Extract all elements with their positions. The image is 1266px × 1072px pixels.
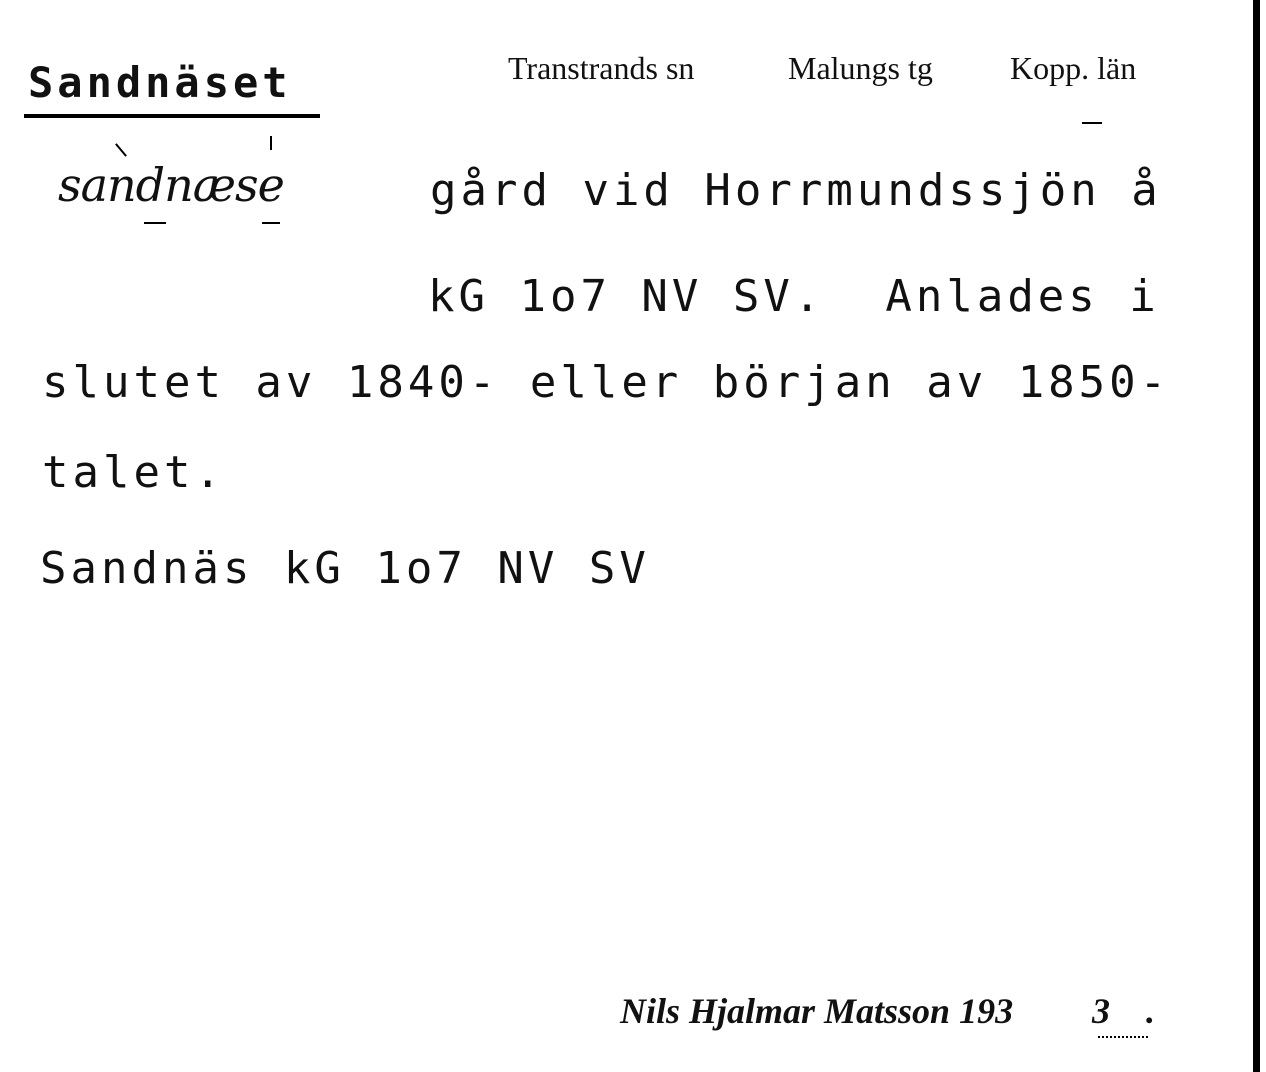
district-label: Malungs tg	[788, 50, 933, 86]
parish-label: Transtrands sn	[508, 50, 695, 86]
length-mark	[144, 222, 166, 224]
description-line-1: gård vid Horrmundssjön å	[430, 165, 1162, 216]
signature: Nils Hjalmar Matsson 193	[620, 991, 1014, 1031]
length-mark-secondary	[262, 222, 280, 224]
signature-end: .	[1146, 991, 1155, 1031]
headword-underline	[24, 114, 320, 118]
county-label: Kopp. län	[1010, 50, 1137, 86]
card-edge	[1253, 0, 1260, 1072]
signature-year-digit: 3	[1092, 991, 1110, 1031]
stress-mark-secondary	[270, 136, 272, 150]
description-line-2: kG 1o7 NV SV. Anlades i	[428, 271, 1160, 322]
signature-dotted-line	[1098, 1036, 1148, 1038]
variant-form-line: Sandnäs kG 1o7 NV SV	[40, 543, 650, 594]
headword: Sandnäset	[28, 58, 292, 107]
handwritten-pronunciation: sandnæse	[58, 158, 284, 212]
county-underline-mark	[1082, 122, 1102, 124]
stress-mark	[115, 143, 127, 157]
description-line-3: slutet av 1840- eller början av 1850-	[42, 357, 1171, 408]
description-line-4: talet.	[42, 447, 225, 498]
